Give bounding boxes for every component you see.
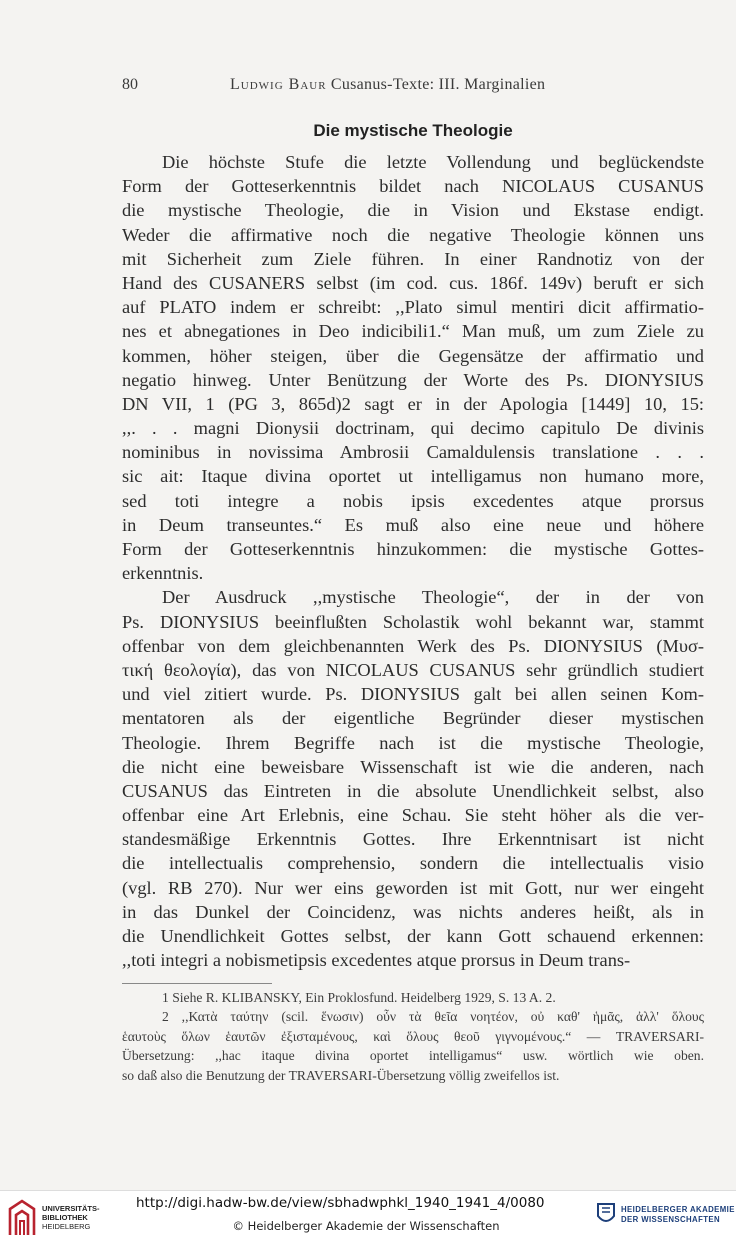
footnote-rule	[122, 983, 272, 984]
body-line: DN VII, 1 (PG 3, 865d)2 sagt er in der Apologia [1449] 10, 15:	[122, 393, 704, 414]
section-heading: Die mystische Theologie	[313, 121, 513, 140]
body-line: Die höchste Stufe die letzte Vollendung und beglückendste	[162, 152, 704, 172]
library-name-line: HEIDELBERG	[42, 1222, 91, 1231]
running-author: Ludwig Baur	[230, 76, 327, 93]
body-line: CUSANUS das Eintreten in die absolute Unendlichkeit selbst, also	[122, 780, 704, 801]
body-line: Theologie. Ihrem Begriffe nach ist die mystische Theologie,	[122, 732, 704, 753]
body-line: in das Dunkel der Coincidenz, was nichts anderes heißt, als in	[122, 901, 704, 922]
library-emblem-icon	[6, 1199, 38, 1237]
library-logo[interactable]	[6, 1199, 126, 1239]
academy-name-line: HEIDELBERGER AKADEMIE	[621, 1205, 735, 1214]
running-title	[230, 76, 545, 94]
body-line: nominibus in novissima Ambrosii Camaldulensis translatione . . .	[122, 442, 704, 463]
body-line: kommen, höher steigen, über die Gegensätze der affirmatio und	[122, 345, 704, 366]
body-line: Weder die affirmative noch die negative Theologie können uns	[122, 224, 704, 245]
page-number: 80	[122, 76, 138, 93]
body-line: Ps. DIONYSIUS beeinflußten Scholastik wohl bekannt war, stammt	[122, 611, 704, 632]
body-line: sic ait: Itaque divina oportet ut intelligamus non humano more,	[122, 466, 704, 487]
body-line: τική θεολογία), das von NICOLAUS CUSANUS sehr gründlich studiert	[122, 659, 704, 680]
academy-name-line: DER WISSENSCHAFTEN	[621, 1215, 721, 1224]
body-line: und viel zitiert wurde. Ps. DIONYSIUS galt bei allen seinen Kom-	[122, 684, 704, 705]
body-line: erkenntnis.	[122, 563, 204, 584]
body-line: (vgl. RB 270). Nur wer eins geworden ist mit Gott, nur wer eingeht	[122, 877, 704, 898]
body-line: auf PLATO indem er schreibt: ,,Plato simul mentiri dicit affirmatio-	[122, 297, 704, 318]
body-line: die mystische Theologie, die in Vision und Ekstase endigt.	[122, 200, 704, 221]
body-line: die intellectualis comprehensio, sondern die intellectualis visio	[122, 853, 704, 874]
body-text	[122, 150, 704, 972]
body-line: Hand des CUSANERS selbst (im cod. cus. 186f. 149v) beruft er sich	[122, 272, 704, 293]
body-line: in Deum transeuntes.“ Es muß also eine neue und höhere	[122, 514, 704, 535]
body-line: ,,. . . magni Dionysii doctrinam, qui decimo capitulo De divinis	[122, 418, 704, 439]
viewer-footer	[0, 1190, 736, 1243]
library-name	[42, 1204, 122, 1231]
academy-logo[interactable]	[596, 1201, 734, 1235]
running-work-title: Cusanus-Texte: III. Marginalien	[330, 76, 546, 93]
body-line: sed toti integre a nobis ipsis excedentes atque prorsus	[122, 490, 704, 511]
academy-emblem-icon	[596, 1202, 616, 1226]
body-line: mentatoren als der eigentliche Begründer dieser mystischen	[122, 708, 704, 729]
body-line: standesmäßige Erkenntnis Gottes. Ihre Erkenntnisart ist nicht	[122, 829, 704, 850]
running-head	[122, 76, 602, 100]
body-line: negatio hinweg. Unter Benützung der Worte des Ps. DIONYSIUS	[122, 369, 704, 390]
footnote-line: ἑαυτοὺς ὅλων ἑαυτῶν ἐξισταμένους, καὶ ὅλους θεοῦ γιγνομένους.“ — TRAVERSARI-	[122, 1028, 704, 1044]
body-line: mit Sicherheit zum Ziele führen. In einer Randnotiz von der	[122, 248, 704, 269]
library-name-line: BIBLIOTHEK	[42, 1213, 88, 1222]
permalink-url[interactable]: http://digi.hadw-bw.de/view/sbhadwphkl_1940_1941_4/0080	[136, 1195, 545, 1211]
footnote-line: Übersetzung: ,,hac itaque divina oportet intelligamus“ usw. wörtlich wie oben.	[122, 1048, 704, 1064]
body-line: die nicht eine beweisbare Wissenschaft ist wie die anderen, nach	[122, 756, 704, 777]
body-line: ,,toti integri a nobismetipsis excedentes atque prorsus in Deum trans-	[122, 950, 631, 971]
body-line: nes et abnegationes in Deo indicibili1.“ Man muß, um zum Ziele zu	[122, 321, 704, 342]
footnote-line: 1 Siehe R. KLIBANSKY, Ein Proklosfund. Heidelberg 1929, S. 13 A. 2.	[162, 990, 556, 1005]
library-name-line: UNIVERSITÄTS-	[42, 1204, 100, 1213]
body-line: Form der Gotteserkenntnis hinzukommen: die mystische Gottes-	[122, 539, 704, 559]
footnotes	[122, 988, 704, 1085]
body-line: Form der Gotteserkenntnis bildet nach NICOLAUS CUSANUS	[122, 176, 704, 197]
academy-name	[621, 1205, 735, 1225]
footnote-line: so daß also die Benutzung der TRAVERSARI-Übersetzung völlig zweifellos ist.	[122, 1067, 560, 1083]
body-line: offenbar eine Art Erlebnis, eine Schau. Sie steht höher als die ver-	[122, 805, 704, 826]
copyright-notice: © Heidelberger Akademie der Wissenschaften	[232, 1219, 500, 1233]
footnote-line: 2 ,,Κατὰ ταύτην (scil. ἕνωσιν) οὖν τὰ θεῖα νοητέον, οὐ καθ' ἡμᾶς, ἀλλ' ὅλους	[162, 1009, 704, 1025]
body-line: Der Ausdruck ,,mystische Theologie“, der in der von	[162, 587, 704, 608]
body-line: offenbar von dem gleichbenannten Werk des Ps. DIONYSIUS (Μυσ-	[122, 635, 704, 656]
body-line: die Unendlichkeit Gottes selbst, der kann Gott schauend erkennen:	[122, 926, 704, 946]
